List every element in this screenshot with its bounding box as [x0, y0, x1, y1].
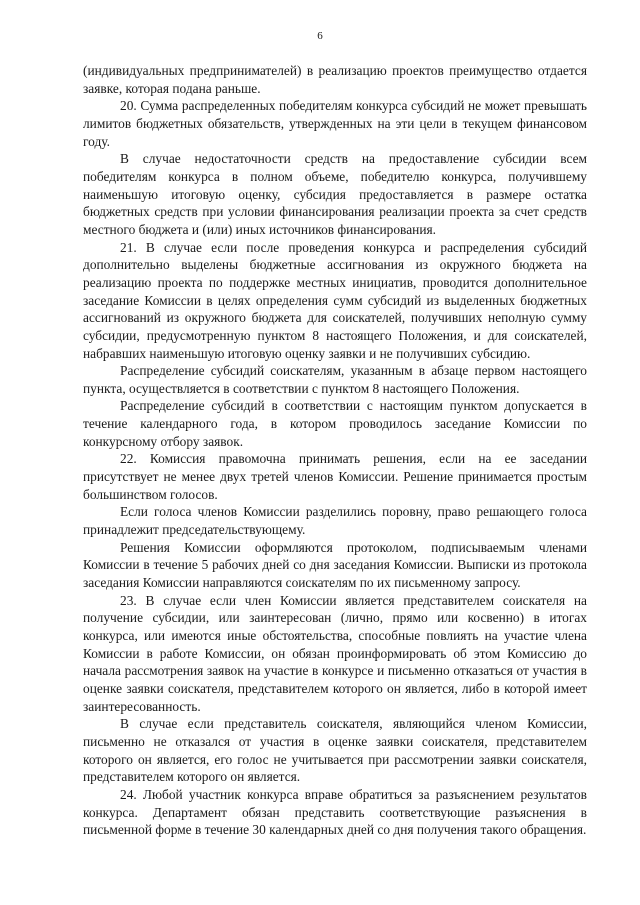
paragraph-continuation: (индивидуальных предпринимателей) в реализацию проектов преимущество отдается заявке, которая подана раньше. [83, 63, 587, 96]
paragraph-item-23: 23. В случае если член Комиссии является представителем соискателя на получение субсидии, или заинтересован (лично, прямо или косвенно) в итогах конкурса, или имеются иные обстоятельства, способные повлиять на участие члена Комиссии в работе Комиссии, он обязан проинформировать об этом Комиссию до начала рассмотрения заявок на участие в конкурсе и письменно отказаться от участия в оценке заявки соискателя, представителем которого он является, либо в которой имеет заинтересованность. [83, 592, 587, 714]
paragraph-tie-vote: Если голоса членов Комиссии разделились поровну, право решающего голоса принадлежит председательствующему. [83, 504, 587, 538]
page-number: 6 [317, 30, 323, 42]
paragraph-vote-not-counted: В случае если представитель соискателя, являющийся членом Комиссии, письменно не отказался от участия в оценке заявки соискателя, представителем которого он является, его голос не учитывается при рассмотрении заявки соискателя, представителем которого он является. [83, 716, 587, 785]
paragraph-distribution-first: Распределение субсидий соискателям, указанным в абзаце первом настоящего пункта, осуществляется в соответствии с пунктом 8 настоящего Положения. [83, 363, 587, 396]
paragraph-item-22: 22. Комиссия правомочна принимать решения, если на ее заседании присутствует не менее двух третей членов Комиссии. Решение принимается простым большинством голосов. [83, 451, 587, 502]
document-body [83, 62, 587, 839]
paragraph-distribution-year: Распределение субсидий в соответствии с настоящим пунктом допускается в течение календарного года, в котором проводилось заседание Комиссии по конкурсному отбору заявок. [83, 398, 587, 449]
paragraph-item-21: 21. В случае если после проведения конкурса и распределения субсидий дополнительно выделены бюджетные ассигнования из окружного бюджета на реализацию проекта по поддержке местных инициатив, проводится дополнительное заседание Комиссии в целях определения сумм субсидий из выделенных бюджетных ассигнований из окружного бюджета для соискателей, получивших неполную сумму субсидии, предусмотренную пунктом 8 настоящего Положения, и для соискателей, набравших наименьшую итоговую оценку заявки и не получивших субсидию. [83, 239, 587, 361]
paragraph-insufficient-funds: В случае недостаточности средств на предоставление субсидии всем победителям конкурса в полном объеме, победителю конкурса, получившему наименьшую итоговую оценку, субсидия предоставляется в размере остатка бюджетных средств при условии финансирования реализации проекта за счет средств местного бюджета и (или) иных источников финансирования. [83, 151, 587, 237]
paragraph-protocol: Решения Комиссии оформляются протоколом, подписываемым членами Комиссии в течение 5 рабочих дней со дня заседания Комиссии. Выписки из протокола заседания Комиссии направляются соискателям по их письменному запросу. [83, 539, 587, 591]
paragraph-item-20: 20. Сумма распределенных победителям конкурса субсидий не может превышать лимитов бюджетных обязательств, утвержденных на эти цели в текущем финансовом году. [83, 98, 587, 149]
paragraph-item-24: 24. Любой участник конкурса вправе обратиться за разъяснением результатов конкурса. Департамент обязан представить соответствующие разъяснения в письменной форме в течение 30 календарных дней со дня получения такого обращения. [83, 786, 587, 838]
